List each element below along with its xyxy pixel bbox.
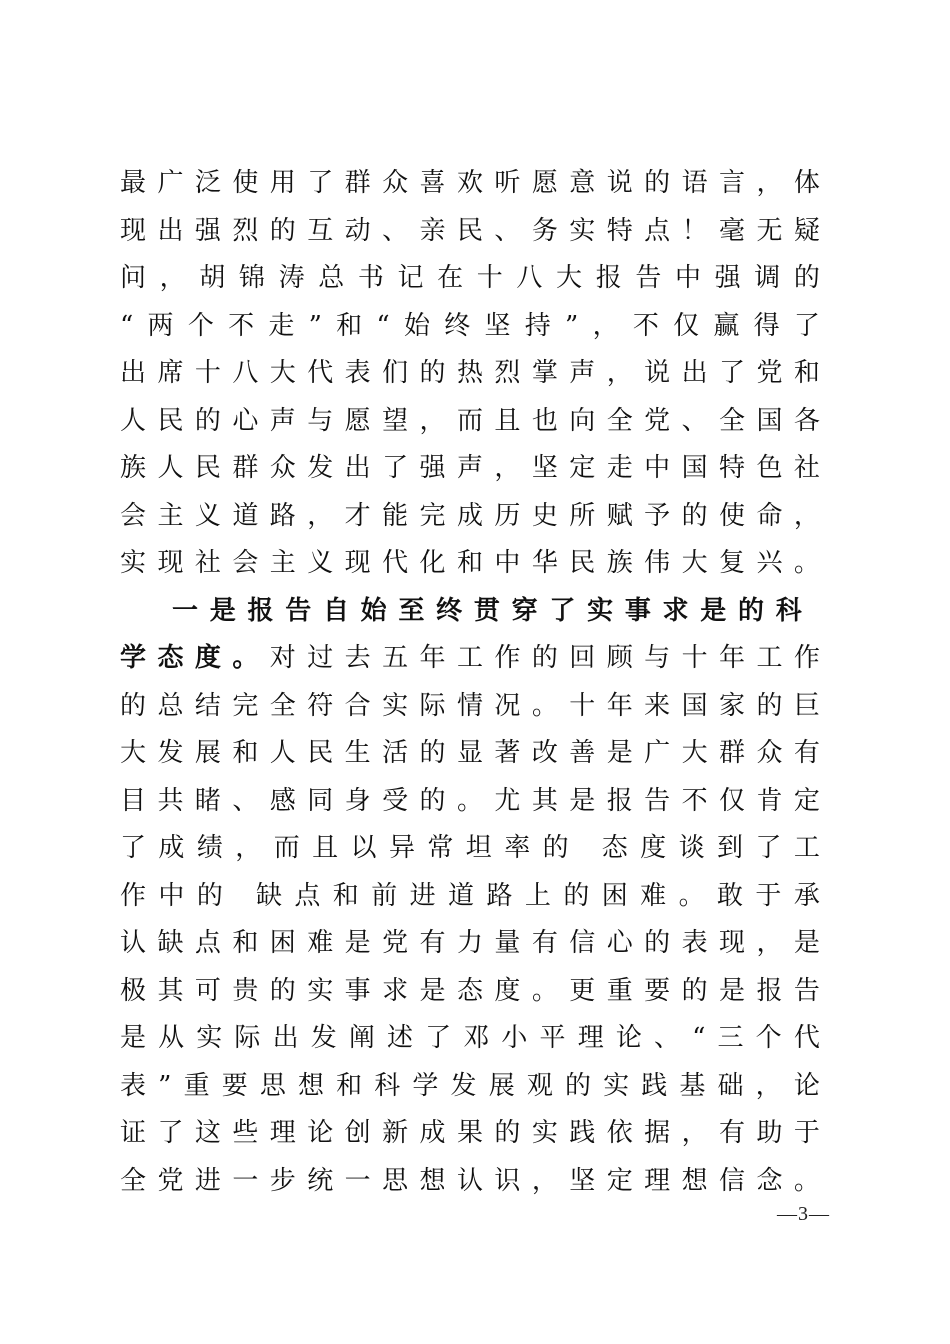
text-line: 目 共 睹 、 感 同 身 受 的 。 尤 其 是 报 告 不 仅 肯 定 [120,785,820,816]
text-line: 是 从 实 际 出 发 阐 述 了 邓 小 平 理 论 、 “ 三 个 代 [120,1023,820,1053]
text-line: 族 人 民 群 众 发 出 了 强 声 ， 坚 定 走 中 国 特 色 社 [120,453,820,483]
text-line: 出 席 十 八 大 代 表 们 的 热 烈 掌 声 ， 说 出 了 党 和 [120,358,820,388]
text-line: “ 两 个 不 走 ” 和 “ 始 终 坚 持 ” ， 不 仅 赢 得 了 [120,310,820,341]
text-line: 认 缺 点 和 困 难 是 党 有 力 量 有 信 心 的 表 现 ， 是 [120,928,820,958]
text-line: 学 态 度 。 对 过 去 五 年 工 作 的 回 顾 与 十 年 工 作 [120,643,820,673]
text-line: 了 成 绩 ， 而 且 以 异 常 坦 率 的 态 度 谈 到 了 工 [120,833,820,863]
page-number: —3— [777,1203,830,1225]
text-line: 问 ， 胡 锦 涛 总 书 记 在 十 八 大 报 告 中 强 调 的 [120,263,820,293]
text-line: 全 党 进 一 步 统 一 思 想 认 识 ， 坚 定 理 想 信 念 。 [120,1165,820,1196]
text-line: 现 出 强 烈 的 互 动 、 亲 民 、 务 实 特 点 ！ 毫 无 疑 [120,215,820,246]
text-line: 极 其 可 贵 的 实 事 求 是 态 度 。 更 重 要 的 是 报 告 [120,975,820,1006]
text-line: 一 是 报 告 自 始 至 终 贯 穿 了 实 事 求 是 的 科 [172,595,802,626]
text-line: 表 ” 重 要 思 想 和 科 学 发 展 观 的 实 践 基 础 ， 论 [120,1070,820,1101]
text-line: 最 广 泛 使 用 了 群 众 喜 欢 听 愿 意 说 的 语 言 ， 体 [120,168,820,198]
text-line: 实 现 社 会 主 义 现 代 化 和 中 华 民 族 伟 大 复 兴 。 [120,548,820,578]
text-line: 作 中 的 缺 点 和 前 进 道 路 上 的 困 难 。 敢 于 承 [120,880,820,911]
text-line: 人 民 的 心 声 与 愿 望 ， 而 且 也 向 全 党 、 全 国 各 [120,405,820,436]
text-line: 大 发 展 和 人 民 生 活 的 显 著 改 善 是 广 大 群 众 有 [120,738,820,768]
text-line: 会 主 义 道 路 ， 才 能 完 成 历 史 所 赋 予 的 使 命 ， [120,500,820,531]
text-line: 证 了 这 些 理 论 创 新 成 果 的 实 践 依 据 ， 有 助 于 [120,1118,820,1148]
text-line: 的 总 结 完 全 符 合 实 际 情 况 。 十 年 来 国 家 的 巨 [120,690,820,721]
